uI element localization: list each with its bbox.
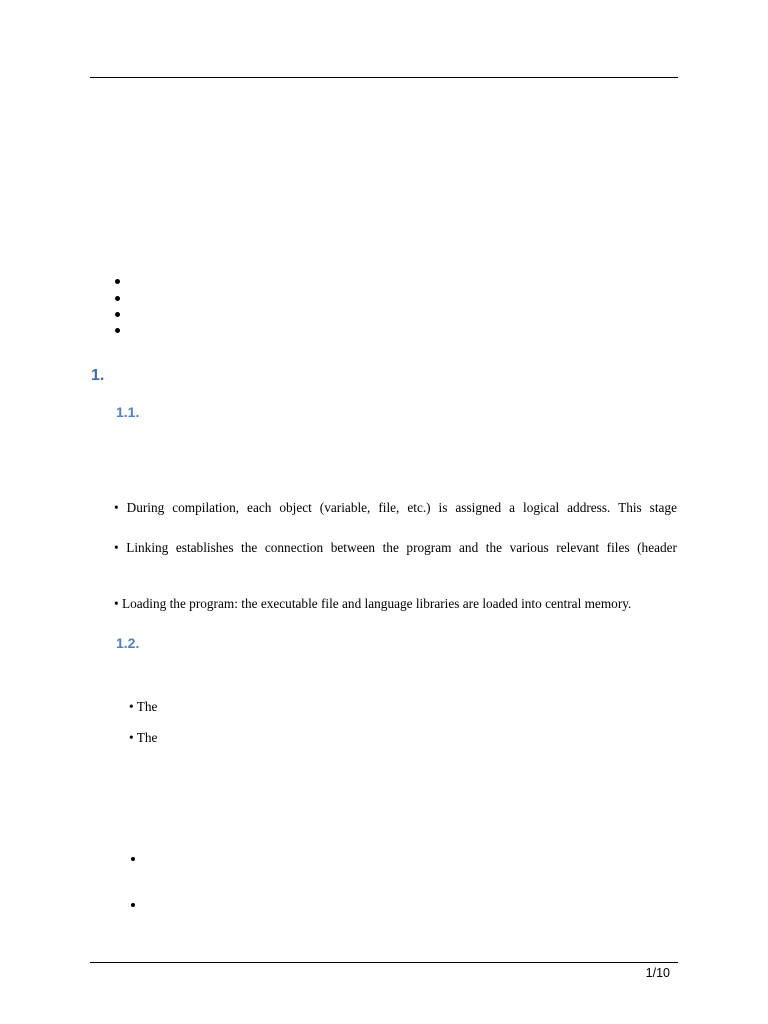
bullet-dot [115,312,120,317]
paragraph-loading: • Loading the program: the executable file and language libraries are loaded into central memory. [114,596,632,611]
sub-item: • The [129,730,158,745]
section-heading-1-1: 1.1. [116,404,140,420]
bullet-dot [115,279,120,284]
header-rule [90,77,678,78]
section-heading-1: 1. [91,367,105,384]
paragraph-linking: • Linking establishes the connection between the program and the various relevant files (header [114,540,677,555]
paragraph-compilation: • During compilation, each object (variable, file, etc.) is assigned a logical address. This stage [114,500,677,515]
bullet-dot [115,296,120,301]
section-heading-1-2: 1.2. [116,635,140,651]
page-number: 1/10 [645,966,670,980]
bullet-dot [131,903,135,907]
footer-rule [90,962,678,963]
bullet-dot [131,857,135,861]
bullet-dot [115,328,120,333]
sub-item: • The [129,699,158,714]
